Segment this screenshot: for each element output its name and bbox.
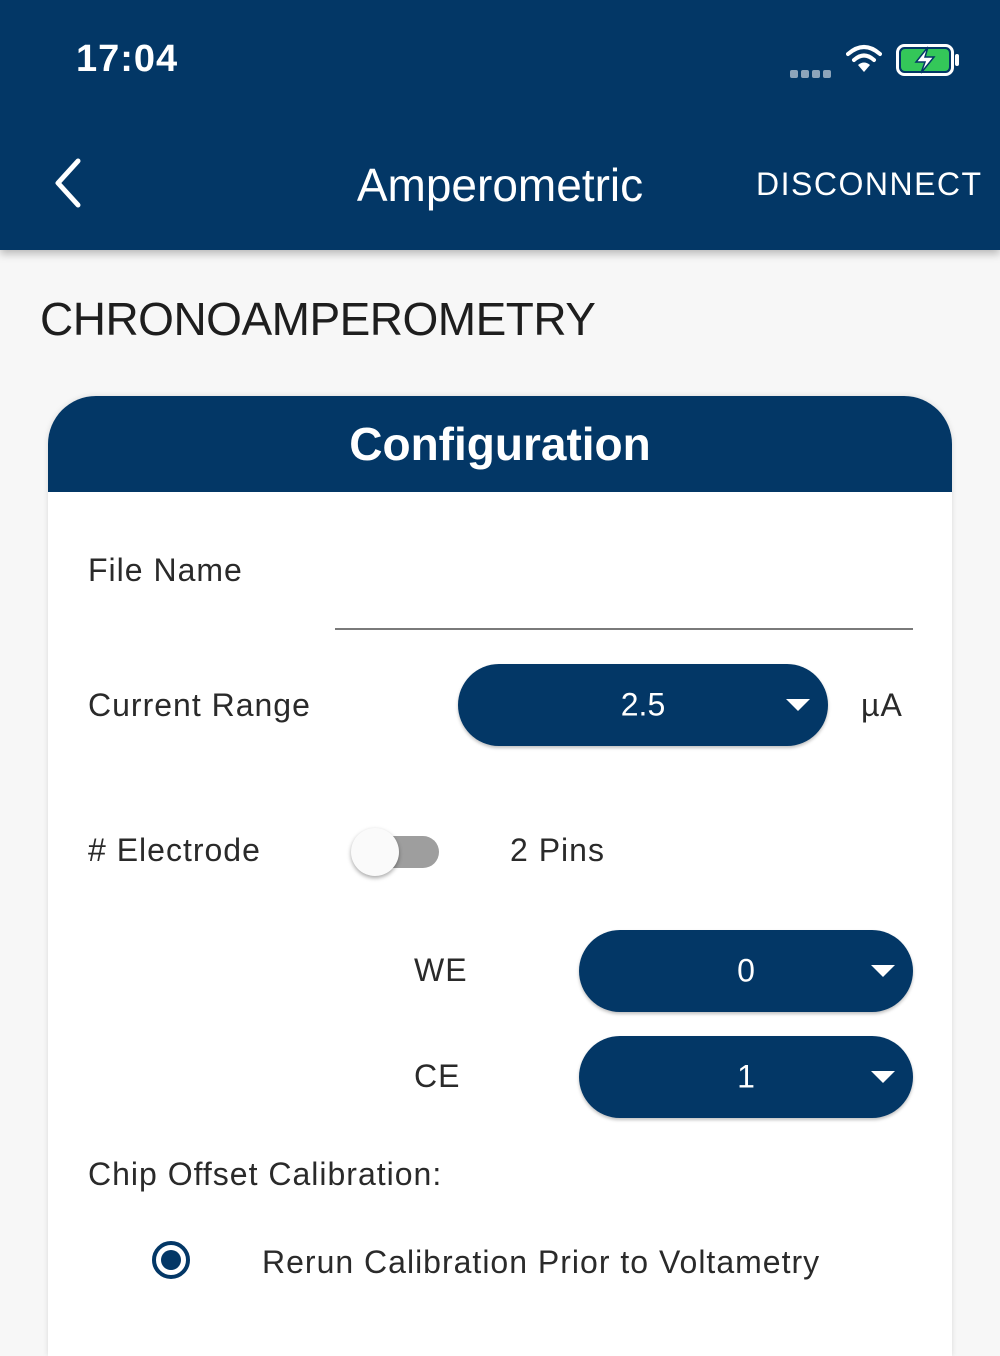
current-range-value: 2.5 [620, 686, 666, 723]
we-value: 0 [737, 952, 755, 989]
ce-value: 1 [737, 1058, 755, 1095]
current-range-unit: µA [861, 687, 903, 723]
radio-selected-dot [161, 1250, 181, 1270]
status-time: 17:04 [76, 38, 179, 80]
toggle-thumb [351, 828, 399, 876]
chevron-down-icon [871, 1071, 895, 1083]
chevron-down-icon [871, 965, 895, 977]
disconnect-button[interactable]: DISCONNECT [756, 166, 983, 202]
page-title: Amperometric [356, 159, 644, 211]
chevron-down-icon [786, 699, 810, 711]
current-range-label: Current Range [88, 687, 311, 723]
calibration-radio[interactable] [152, 1241, 190, 1279]
chevron-left-icon[interactable] [48, 155, 88, 211]
electrode-label: # Electrode [88, 832, 261, 868]
we-select[interactable] [579, 930, 913, 1012]
calibration-label: Chip Offset Calibration: [88, 1156, 443, 1192]
section-title: CHRONOAMPEROMETRY [40, 293, 596, 345]
card-header: Configuration [48, 396, 952, 492]
file-name-label: File Name [88, 552, 243, 588]
configuration-card [48, 396, 952, 1356]
ce-select[interactable] [579, 1036, 913, 1118]
electrode-toggle[interactable] [351, 832, 439, 872]
we-label: WE [414, 952, 468, 988]
ce-label: CE [414, 1058, 461, 1094]
battery-charging-icon [896, 44, 960, 76]
signal-dots-icon [790, 65, 834, 73]
file-name-input[interactable] [335, 596, 913, 630]
calibration-option-label[interactable]: Rerun Calibration Prior to Voltametry [262, 1244, 821, 1280]
current-range-select[interactable] [458, 664, 828, 746]
app-header [0, 0, 1000, 250]
wifi-icon [846, 44, 882, 74]
electrode-value: 2 Pins [510, 832, 605, 868]
